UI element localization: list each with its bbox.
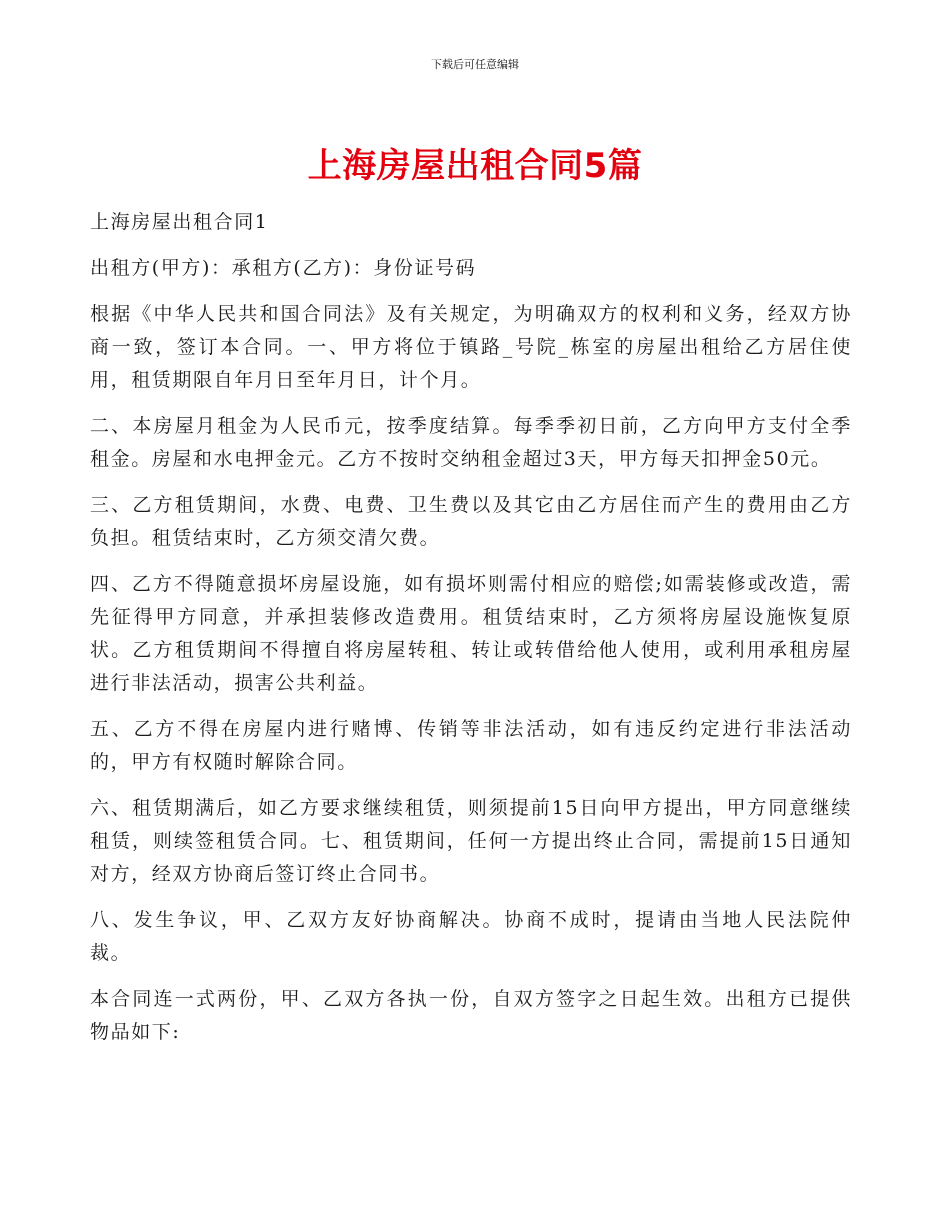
section-heading: 上海房屋出租合同1 bbox=[90, 211, 269, 233]
clause-paragraph: 八、发生争议，甲、乙双方友好协商解决。协商不成时，提请由当地人民法院仲裁。 bbox=[90, 909, 852, 964]
clause-paragraph: 三、乙方租赁期间，水费、电费、卫生费以及其它由乙方居住而产生的费用由乙方负担。租赁结束时，乙方须交清欠费。 bbox=[90, 494, 852, 549]
clause-paragraph: 二、本房屋月租金为人民币元，按季度结算。每季季初日前，乙方向甲方支付全季租金。房屋和水电押金元。乙方不按时交纳租金超过3天，甲方每天扣押金50元。 bbox=[90, 415, 852, 470]
parties-line: 出租方(甲方)：承租方(乙方)：身份证号码 bbox=[90, 257, 477, 279]
header-note: 下载后可任意编辑 bbox=[431, 58, 519, 71]
clause-paragraph: 六、租赁期满后，如乙方要求继续租赁，则须提前15日向甲方提出，甲方同意继续租赁，则续签租赁合同。七、租赁期间，任何一方提出终止合同，需提前15日通知对方，经双方协商后签订终止合同书。 bbox=[90, 797, 852, 885]
document-title: 上海房屋出租合同5篇 bbox=[307, 146, 643, 186]
closing-paragraph: 本合同连一式两份，甲、乙双方各执一份，自双方签字之日起生效。出租方已提供物品如下: bbox=[90, 988, 852, 1043]
clause-paragraph: 根据《中华人民共和国合同法》及有关规定，为明确双方的权利和义务，经双方协商一致，签订本合同。一、甲方将位于镇路_号院_栋室的房屋出租给乙方居住使用，租赁期限自年月日至年月日，计个月。 bbox=[90, 303, 852, 391]
clause-paragraph: 四、乙方不得随意损坏房屋设施，如有损坏则需付相应的赔偿;如需装修或改造，需先征得甲方同意，并承担装修改造费用。租赁结束时，乙方须将房屋设施恢复原状。乙方租赁期间不得擅自将房屋转租、转让或转借给他人使用，或利用承租房屋进行非法活动，损害公共利益。 bbox=[90, 573, 852, 694]
clause-paragraph: 五、乙方不得在房屋内进行赌博、传销等非法活动，如有违反约定进行非法活动的，甲方有权随时解除合同。 bbox=[90, 718, 852, 773]
document-body bbox=[90, 206, 852, 1062]
